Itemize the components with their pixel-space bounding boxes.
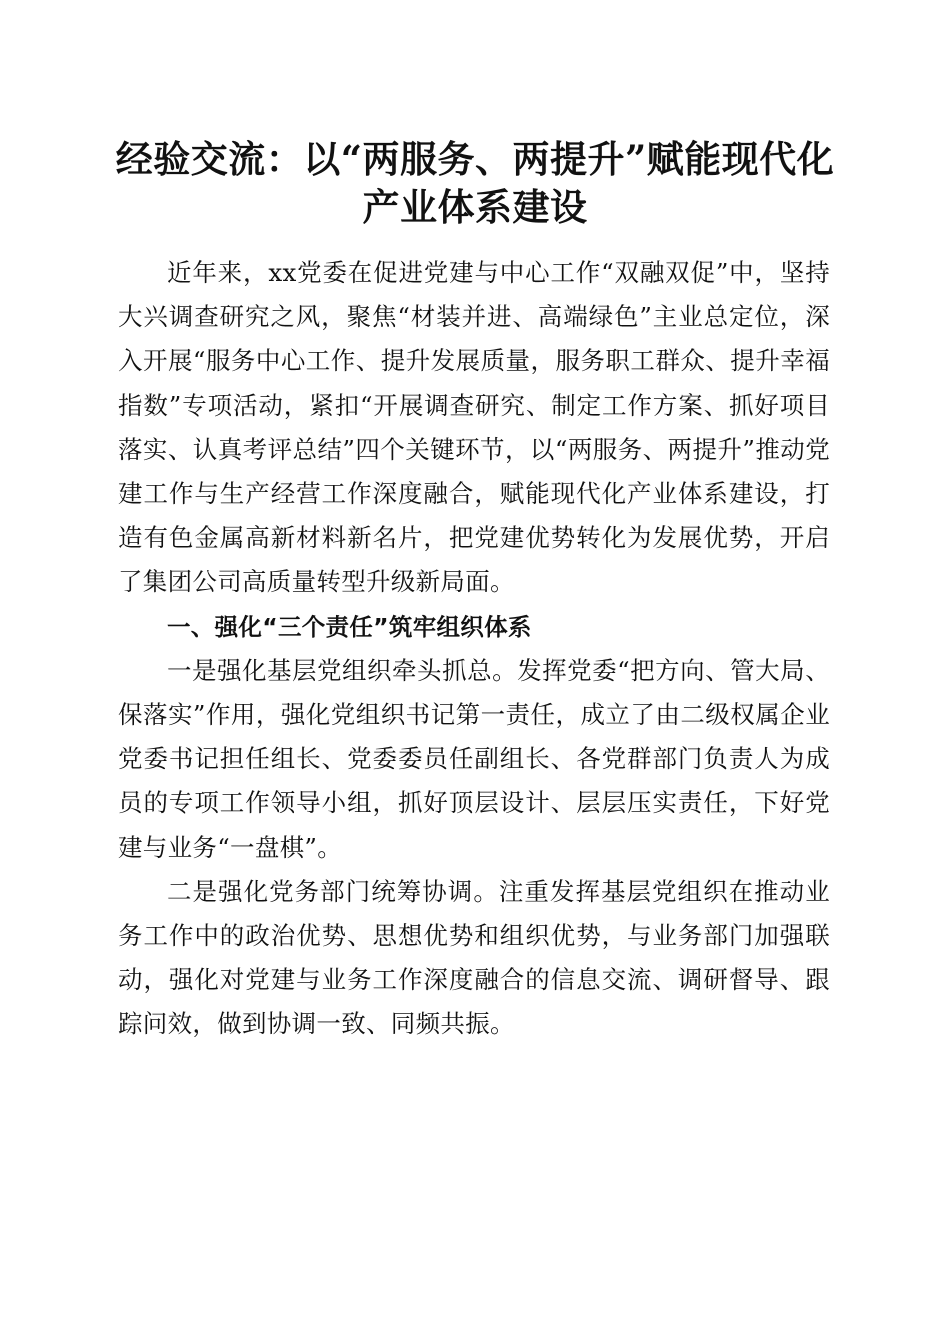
section-heading: 一、强化“三个责任”筑牢组织体系 — [167, 612, 532, 641]
title-line-2: 产业体系建设 — [362, 185, 588, 229]
paragraph-2 — [118, 870, 830, 1047]
paragraph-1-body: 发挥党委“把方向、管大局、保落实”作用，强化党组织书记第一责任，成立了由二级权属企业党委书记担任组长、党委委员任副组长、各党群部门负责人为成员的专项工作领导小组，抓好顶层设计、层层压实责任，下好党建与业务“一盘棋”。 — [118, 655, 830, 862]
document-body — [118, 251, 830, 1047]
paragraph-1-lead: 一是强化基层党组织牵头抓总。 — [167, 655, 518, 685]
paragraph-1 — [118, 649, 830, 870]
document-title — [110, 135, 840, 231]
title-line-1: 经验交流：以“两服务、两提升”赋能现代化 — [115, 137, 835, 181]
paragraph-2-lead: 二是强化党务部门统筹协调。 — [167, 876, 499, 906]
paragraph-2-body: 注重发挥基层党组织在推动业务工作中的政治优势、思想优势和组织优势，与业务部门加强联动，强化对党建与业务工作深度融合的信息交流、调研督导、跟踪问效，做到协调一致、同频共振。 — [118, 876, 830, 1039]
intro-paragraph: 近年来，xx党委在促进党建与中心工作“双融双促”中，坚持大兴调查研究之风，聚焦“材装并进、高端绿色”主业总定位，深入开展“服务中心工作、提升发展质量，服务职工群众、提升幸福指数”专项活动，紧扣“开展调查研究、制定工作方案、抓好项目落实、认真考评总结”四个关键环节，以“两服务、两提升”推动党建工作与生产经营工作深度融合，赋能现代化产业体系建设，打造有色金属高新材料新名片，把党建优势转化为发展优势，开启了集团公司高质量转型升级新局面。 — [118, 258, 830, 597]
